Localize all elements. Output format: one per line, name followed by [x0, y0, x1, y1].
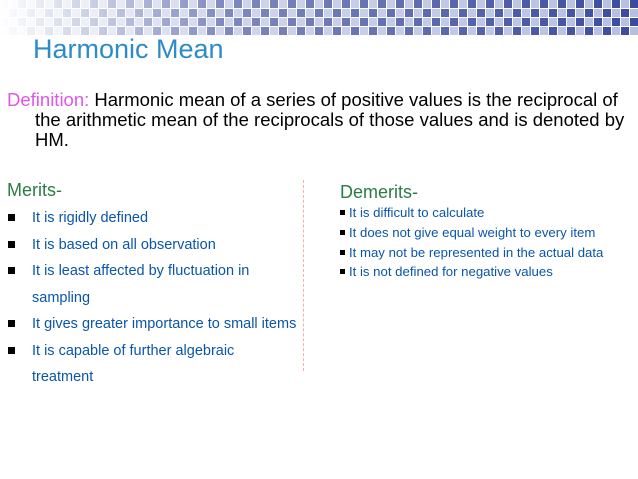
merits-heading: Merits-: [7, 180, 62, 200]
column-divider: [303, 180, 304, 371]
list-item: [340, 262, 630, 282]
merit-text: It is capable of further algebraic treatment: [32, 342, 235, 385]
merit-text: It is rigidly defined: [32, 210, 149, 226]
merit-text: It is least affected by fluctuation in sampling: [32, 263, 250, 306]
bullet-icon: [8, 267, 15, 274]
merit-text: It gives greater importance to small items: [32, 316, 297, 332]
bullet-icon: [340, 210, 345, 215]
page-title: Harmonic Mean: [33, 34, 224, 64]
list-item: [7, 205, 297, 232]
list-item: [7, 338, 297, 391]
decorative-checker-band: [0, 0, 638, 36]
demerits-list: [340, 203, 630, 282]
list-item: [340, 203, 630, 223]
list-item: [7, 232, 297, 259]
bullet-icon: [340, 230, 345, 235]
merits-list: [7, 205, 297, 391]
bullet-icon: [8, 347, 15, 354]
merit-text: It is based on all observation: [32, 236, 216, 253]
bullet-icon: [8, 320, 15, 327]
demerit-text: It is difficult to calculate: [349, 205, 485, 220]
definition-text: Harmonic mean of a series of positive values is the reciprocal of the arithmetic mean of the reciprocals of those values and is denoted by HM.: [35, 89, 625, 150]
list-item: [340, 223, 630, 243]
bullet-icon: [8, 241, 15, 248]
list-item: [7, 258, 297, 311]
definition-label: Definition:: [7, 89, 90, 110]
definition-paragraph: [7, 90, 635, 150]
demerit-text: It may not be represented in the actual data: [349, 244, 604, 260]
demerit-text: It is not defined for negative values: [349, 264, 553, 280]
bullet-icon: [340, 269, 345, 274]
demerit-text: It does not give equal weight to every item: [349, 224, 596, 240]
list-item: [340, 243, 630, 263]
list-item: [7, 311, 297, 338]
bullet-icon: [340, 250, 345, 255]
bullet-icon: [8, 214, 15, 221]
demerits-heading: Demerits-: [340, 182, 419, 202]
